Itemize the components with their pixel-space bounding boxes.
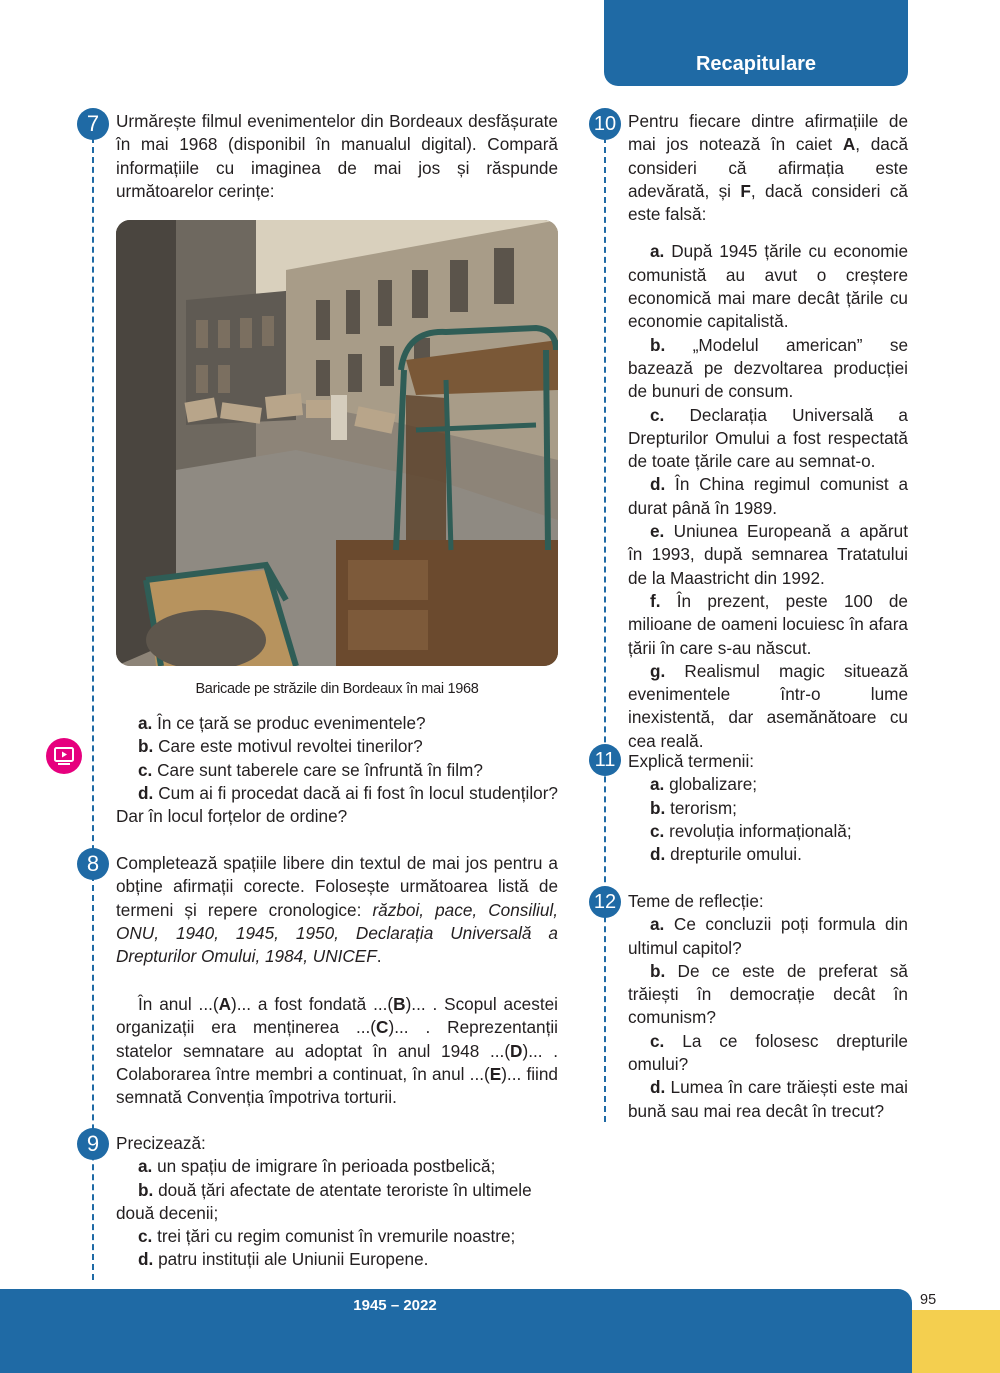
exercise-11-intro: Explică termenii: xyxy=(628,751,755,771)
exercise-11 xyxy=(628,750,908,866)
list-item: a. În ce țară se produc evenimentele? xyxy=(138,713,426,733)
list-item: c. revoluția informațională; xyxy=(650,820,852,841)
exercise-12 xyxy=(628,890,908,1123)
exercise-number-9: 9 xyxy=(77,1128,109,1160)
list-item: f. În prezent, peste 100 de milioane de oameni locuiesc în afara țării în care s-au născut. xyxy=(628,590,908,658)
list-item: d. Lumea în care trăiești este mai bună sau mai rea decât în trecut? xyxy=(628,1077,908,1121)
list-item: d. drepturile omului. xyxy=(650,844,802,865)
list-item: c. Declarația Universală a Drepturilor Omului a fost respectată de toate țările care au semnat-o. xyxy=(628,404,908,472)
exercise-number-12: 12 xyxy=(589,886,621,918)
exercise-8-fill-text: În anul ...(A)... a fost fondată ...(B)... . Scopul acestei organizații era menținerea ...(C)... . Reprezentanții statelor semnatare au adoptat în anul 1948 ...(D)... . Colaborarea între membri a continuat, în anul ...(E)... fiind semnată Convenția împotriva torturii. xyxy=(116,994,558,1108)
terms-list: război, pace, Consiliul, ONU, 1940, 1945, 1950, Declarația Universală a Drepturilor Omului, 1984, UNICEF xyxy=(116,899,558,967)
list-item: g. Realismul magic situează evenimentele într-o lume inexistentă, dar asemănătoare cu cea reală. xyxy=(628,660,909,751)
list-item: a. globalizare; xyxy=(650,774,758,795)
corner-accent xyxy=(912,1310,1000,1373)
list-item: c. La ce folosesc drepturile omului? xyxy=(628,1030,908,1075)
exercise-12-intro: Teme de reflecție: xyxy=(628,891,764,911)
page-number: 95 xyxy=(920,1292,937,1308)
footer-bar xyxy=(0,1289,912,1373)
section-title: Recapitulare xyxy=(695,53,817,75)
footer-period: 1945 – 2022 xyxy=(353,1297,437,1314)
exercise-7-questions xyxy=(116,712,558,828)
bordeaux-barricades-photo xyxy=(116,220,558,666)
list-item: b. Care este motivul revoltei tinerilor? xyxy=(138,736,423,757)
section-header-tab xyxy=(604,0,908,86)
list-item: b. terorism; xyxy=(650,797,737,818)
exercise-7-intro: Urmărește filmul evenimentelor din Bordeaux desfășurate în mai 1968 (disponibil în manualul digital). Compară informațiile cu imaginea de mai jos și răspunde următoarelor cerințe: xyxy=(116,111,558,201)
list-item: c. Care sunt taberele care se înfruntă în film? xyxy=(138,759,483,780)
list-item: a. Ce concluzii poți formula din ultimul capitol? xyxy=(628,914,908,958)
list-item: a. un spațiu de imigrare în perioada postbelică; xyxy=(138,1156,496,1177)
right-column-divider xyxy=(604,137,606,1122)
exercise-number-11: 11 xyxy=(589,744,621,776)
list-item: d. Cum ai fi procedat dacă ai fi fost în locul studenților? Dar în locul forțelor de ordine? xyxy=(116,782,558,827)
list-item: b. „Modelul american” se bazează pe dezvoltarea producției de bunuri de consum. xyxy=(628,334,909,402)
list-item: a. După 1945 țările cu economie comunistă au avut o creștere economică mai mare decât țările cu economie capitalistă. xyxy=(628,241,909,332)
photo-caption: Baricade pe străzile din Bordeaux în mai 1968 xyxy=(195,681,479,697)
list-item: d. În China regimul comunist a durat până în 1989. xyxy=(628,474,909,518)
exercise-10 xyxy=(628,110,908,753)
exercise-number-10: 10 xyxy=(589,108,621,140)
video-play-icon[interactable] xyxy=(46,738,82,774)
list-item: b. două țări afectate de atentate teroriste în ultimele două decenii; xyxy=(116,1179,532,1223)
exercise-10-intro: Pentru fiecare dintre afirmațiile de mai jos notează în caiet A, dacă consideri că afirmația este adevărată, și F, dacă consideri că este falsă: xyxy=(628,111,909,225)
exercise-8-intro: Completează spațiile libere din textul de mai jos pentru a obține afirmații corecte. Folosește următoarea listă de termeni și repere cronologice: război, pace, Consiliul, ONU, 1940, 1945, 1950, Declarația Universală a Drepturilor Omului, 1984, UNICEF. xyxy=(116,853,558,967)
left-column-divider xyxy=(92,137,94,1280)
list-item: b. De ce este de preferat să trăiești în democrație decât în comunism? xyxy=(628,960,908,1028)
list-item: e. Uniunea Europeană a apărut în 1993, după semnarea Tratatului de la Maastricht din 1992. xyxy=(628,521,908,588)
list-item: d. patru instituții ale Uniunii Europene. xyxy=(138,1249,429,1270)
exercise-number-8: 8 xyxy=(77,848,109,880)
exercise-9 xyxy=(116,1132,558,1272)
exercise-number-7: 7 xyxy=(77,108,109,140)
exercise-9-intro: Precizează: xyxy=(116,1133,206,1153)
list-item: c. trei țări cu regim comunist în vremurile noastre; xyxy=(138,1226,516,1247)
